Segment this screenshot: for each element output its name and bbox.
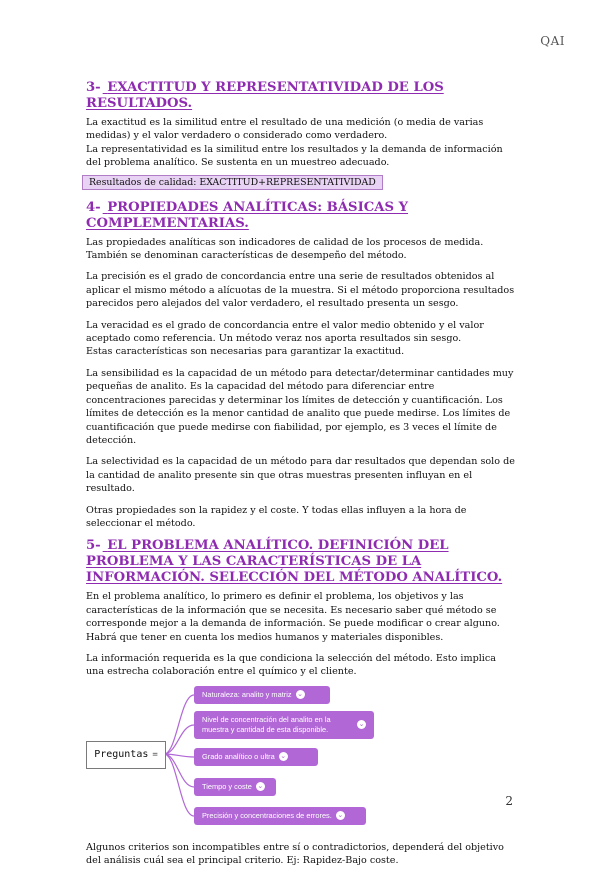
branch-label: Nivel de concentración del analito en la muestra y cantidad de esta disponible. [202, 714, 331, 734]
section-4-heading [86, 200, 516, 232]
chevron-down-icon[interactable]: ⌄ [280, 753, 287, 761]
chevron-down-icon[interactable]: ⌄ [337, 812, 344, 820]
section-5-paragraph-problema: En el problema analítico, lo primero es definir el problema, los objetivos y las características de la información que se necesita. Es necesario saber qué método se corresponde mejor a la demanda de información. Se puede modificar o crear alguno. Habrá que tener en cuenta los medios humanos y materiales disponibles. [86, 591, 500, 643]
questions-mindmap [82, 681, 522, 833]
chevron-down-icon[interactable]: ⌄ [358, 721, 365, 729]
section-3-paragraph-representatividad: La representatividad es la similitud entre los resultados y la demanda de información del problema analítico. Se sustenta en un muestreo adecuado. [86, 143, 503, 169]
chevron-down-icon[interactable]: ⌄ [257, 783, 264, 791]
quality-results-highlight: Resultados de calidad: EXACTITUD+REPRESENTATIVIDAD [82, 175, 383, 190]
section-5-number: 5- [86, 538, 101, 554]
branch-label: Naturaleza: analito y matriz [202, 689, 292, 699]
section-4-paragraph-exactitud-note: Estas características son necesarias para garantizar la exactitud. [86, 346, 405, 358]
section-4-number: 4- [86, 199, 101, 215]
branch-label: Tiempo y coste [202, 781, 252, 791]
section-4-paragraph-otras: Otras propiedades son la rapidez y el coste. Y todas ellas influyen a la hora de seleccionar el método. [86, 504, 467, 529]
connector-1 [164, 695, 194, 754]
mindmap-branch-precision[interactable] [194, 807, 366, 825]
section-3-number: 3- [86, 80, 101, 95]
mindmap-branch-tiempo-coste[interactable] [194, 778, 276, 796]
section-4-paragraph-selectividad: La selectividad es la capacidad de un método para dar resultados que dependan solo de la cantidad de analito presente sin que otras muestras presenten influyan en el resultado. [86, 456, 515, 495]
section-4-title: PROPIEDADES ANALÍTICAS: BÁSICAS Y COMPLEMENTARIAS. [86, 199, 408, 231]
section-4-paragraph-precision: La precisión es el grado de concordancia entre una serie de resultados obtenidos al aplicar el mismo método a alícuotas de la muestra. Si el método proporciona resultados parecidos pero alejados del valor verdadero, el resultado presenta un sesgo. [86, 271, 515, 310]
mindmap-root-node[interactable] [86, 741, 166, 769]
section-3-paragraph-exactitud: La exactitud es la similitud entre el resultado de una medición (o media de varias medidas) y el valor verdadero o considerado como verdadero. [86, 117, 484, 142]
mindmap-root-label: Preguntas [94, 749, 149, 761]
section-3-title: EXACTITUD Y REPRESENTATIVIDAD DE LOS RESULTADOS. [86, 80, 444, 111]
branch-label: Grado analítico o ultra [202, 751, 275, 761]
section-4-paragraph-veracidad: La veracidad es el grado de concordancia entre el valor medio obtenido y el valor aceptado como referencia. Un método veraz nos aporta resultados sin sesgo. [86, 319, 484, 345]
branch-label: Precisión y concentraciones de errores. [202, 810, 332, 820]
section-5-title: EL PROBLEMA ANALÍTICO. DEFINICIÓN DEL PROBLEMA Y LAS CARACTERÍSTICAS DE LA INFORMACIÓN. SELECCIÓN DEL MÉTODO ANALÍTICO. [86, 538, 503, 586]
section-5-paragraph-informacion: La información requerida es la que condiciona la selección del método. Esto implica una estrecha colaboración entre el químico y el cliente. [86, 652, 496, 678]
chevron-down-icon[interactable]: ⌄ [297, 691, 303, 699]
mindmap-branch-naturaleza[interactable] [194, 686, 330, 704]
connector-4 [164, 754, 194, 787]
section-4-paragraph-sensibilidad: La sensibilidad es la capacidad de un método para detectar/determinar cantidades muy pequeñas de analito. Es la capacidad del método para diferenciar entre concentraciones parecidas y determinar los límites de detección y cuantificación. Los límites de detección es la menor cantidad de analito que puede medirse. Los límites de cuantificación que puede medirse con fiabilidad, por ejemplo, es 3 veces el límite de detección. [86, 367, 514, 446]
equals-icon: = [152, 749, 158, 760]
page-content [86, 80, 516, 876]
connector-5 [164, 754, 194, 816]
page-number: 2 [505, 794, 513, 808]
section-4-paragraph-intro: Las propiedades analíticas son indicadores de calidad de los procesos de medida. También se denominan características de desempeño del método. [86, 236, 484, 262]
section-5-heading [86, 538, 516, 586]
mindmap-branch-nivel-concentracion[interactable] [194, 711, 374, 739]
section-3-heading [86, 80, 516, 112]
header-tag: QAI [540, 34, 565, 48]
section-5-paragraph-criterios: Algunos criterios son incompatibles entre sí o contradictorios, dependerá del objetivo del análisis cuál sea el principal criterio. Ej: Rapidez-Bajo coste. [86, 841, 504, 867]
connector-2 [164, 725, 194, 754]
mindmap-branch-grado-analitico[interactable] [194, 748, 318, 766]
